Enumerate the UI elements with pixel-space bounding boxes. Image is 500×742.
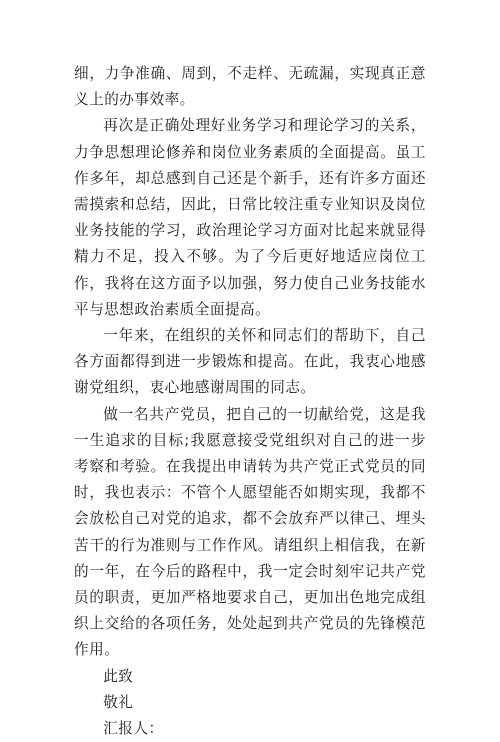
paragraph-study-balance: 再次是正确处理好业务学习和理论学习的关系，力争思想理论修养和岗位业务素质的全面提高。虽工作多年，却总感到自己还是个新手，还有许多方面还需摸索和总结，因此，日常比较注重专业知识及岗位业务技能的学习，政治理论学习方面对比起来就显得精力不足，投入不够。为了今后更好地适应岗位工作，我将在这方面予以加强，努力使自己业务技能水平与思想政治素质全面提高。 [74, 117, 426, 318]
paragraph-gratitude: 一年来，在组织的关怀和同志们的帮助下，自己各方面都得到进一步锻炼和提高。在此，我衷心地感谢党组织，衷心地感谢周围的同志。 [74, 327, 426, 397]
document-body [74, 61, 426, 742]
paragraph-continuation: 细，力争准确、周到，不走样、无疏漏，实现真正意义上的办事效率。 [74, 65, 426, 109]
paragraph-commitment: 做一名共产党员，把自己的一切献给党，这是我一生追求的目标;我愿意接受党组织对自己的进一步考察和考验。在我提出申请转为共产党正式党员的同时，我也表示：不管个人愿望能否如期实现，我都不会放松自己对党的追求，都不会放弃严以律己、埋头苦干的行为准则与工作作风。请组织上相信我，在新的一年，在今后的路程中，我一定会时刻牢记共产党员的职责，更加严格地要求自己，更加出色地完成组织上交给的各项任务，处处起到共产党员的先锋模范作用。 [74, 405, 426, 659]
reporter-signature-label: 汇报人： [103, 720, 164, 738]
closing-salutation: 此致 [103, 667, 134, 685]
closing-respect: 敬礼 [103, 693, 134, 711]
